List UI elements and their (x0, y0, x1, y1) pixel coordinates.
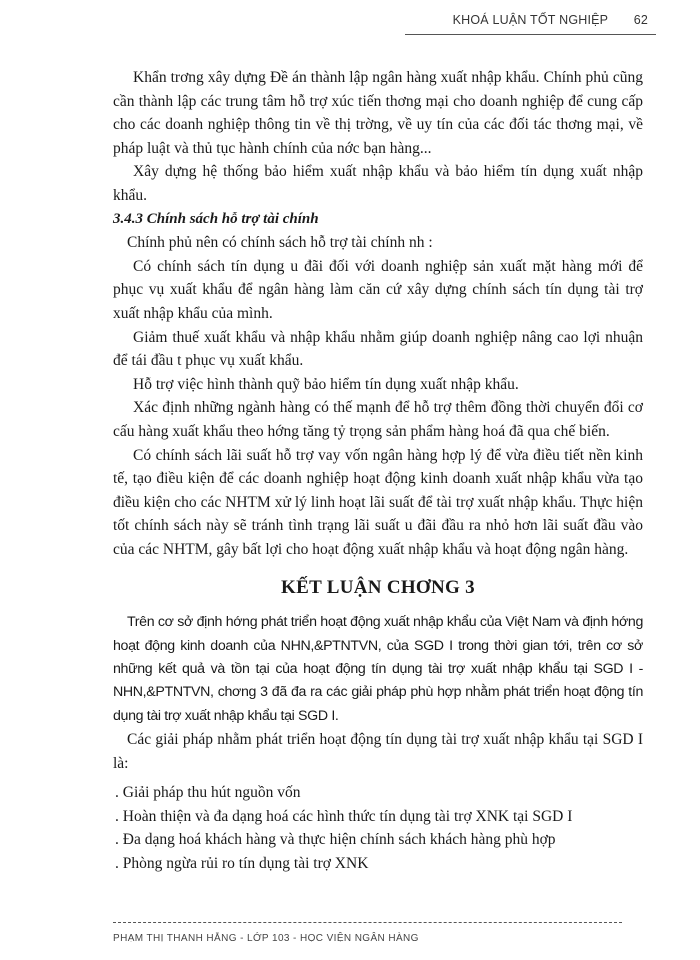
page-footer: PHẠM THỊ THANH HẰNG - LỚP 103 - HỌC VIỆN NGÂN HÀNG (113, 933, 419, 942)
conclusion-paragraph: Các giải pháp nhằm phát triển hoạt động tín dụng tài trợ xuất nhập khẩu tại SGD I là: (113, 730, 643, 772)
list-item: . Đa dạng hoá khách hàng và thực hiện chính sách khách hàng phù hợp (115, 831, 556, 849)
page-body (113, 66, 643, 876)
page-header (453, 13, 648, 27)
list-item: . Giải pháp thu hút nguồn vốn (115, 784, 301, 802)
section-intro: Chính phủ nên có chính sách hỗ trợ tài chính nh : (127, 234, 433, 252)
paragraph: Có chính sách tín dụng u đãi đối với doanh nghiệp sản xuất mặt hàng mới để phục vụ xuất khẩu để ngân hàng làm căn cứ xây dựng chính sách tín dụng tài trợ xuất nhập khẩu của mình. (113, 257, 643, 322)
paragraph: Có chính sách lãi suất hỗ trợ vay vốn ngân hàng hợp lý để vừa điều tiết nền kinh tế, tạo điều kiện để các doanh nghiệp hoạt động kinh doanh xuất nhập khẩu vừa tạo điều kiện cho các NHTM xử lý linh hoạt lãi suất để tài trợ xuất nhập khẩu. Thực hiện tốt chính sách này sẽ tránh tình trạng lãi suất u đãi đầu ra nhỏ hơn lãi suất đầu vào của các NHTM, gây bất lợi cho hoạt động xuất nhập khẩu và hoạt động ngân hàng. (113, 446, 643, 558)
section-heading: 3.4.3 Chính sách hỗ trợ tài chính (113, 210, 319, 227)
paragraph: Giảm thuế xuất khẩu và nhập khẩu nhằm giúp doanh nghiệp nâng cao lợi nhuận để tái đầu t phục vụ xuất khẩu. (113, 328, 643, 370)
header-title: KHOÁ LUẬN TỐT NGHIỆP (452, 13, 608, 27)
page-number: 62 (633, 13, 648, 27)
paragraph: Hỗ trợ việc hình thành quỹ bảo hiểm tín dụng xuất nhập khẩu. (133, 375, 519, 393)
solution-list (113, 781, 643, 875)
header-rule (405, 34, 656, 35)
chapter-heading: KẾT LUẬN CHƠNG 3 (281, 577, 475, 599)
list-item: . Phòng ngừa rủi ro tín dụng tài trợ XNK (115, 854, 369, 872)
conclusion-paragraph: Trên cơ sở định hớng phát triển hoạt động xuất nhập khẩu của Việt Nam và định hớng hoạt động kinh doanh của NHN,&PTNTVN, của SGD I trong thời gian tới, trên cơ sở những kết quả và tồn tại của hoạt động tín dụng tài trợ xuất nhập khẩu tại SGD I - NHN,&PTNTVN, chơng 3 đã đa ra các giải pháp phù hợp nhằm phát triển hoạt động tín dụng tài trợ xuất nhập khẩu tại SGD I. (113, 614, 643, 724)
paragraph: Khẩn trơng xây dựng Đề án thành lập ngân hàng xuất nhập khẩu. Chính phủ cũng cần thành lập các trung tâm hỗ trợ xúc tiến thơng mại cho doanh nghiệp để cung cấp cho các doanh nghiệp thông tin về thị trờng, về uy tín của các đối tác thơng mại, về pháp luật và thủ tục hành chính của nớc bạn hàng... (113, 69, 643, 157)
paragraph: Xác định những ngành hàng có thế mạnh để hỗ trợ thêm đồng thời chuyển đổi cơ cấu hàng xuất khẩu theo hớng tăng tỷ trọng sản phẩm hàng hoá đã qua chế biến. (113, 399, 643, 440)
list-item: . Hoàn thiện và đa dạng hoá các hình thức tín dụng tài trợ XNK tại SGD I (115, 807, 573, 825)
paragraph: Xây dựng hệ thống bảo hiểm xuất nhập khẩu và bảo hiểm tín dụng xuất nhập khẩu. (113, 163, 643, 204)
footer-rule (113, 922, 622, 923)
